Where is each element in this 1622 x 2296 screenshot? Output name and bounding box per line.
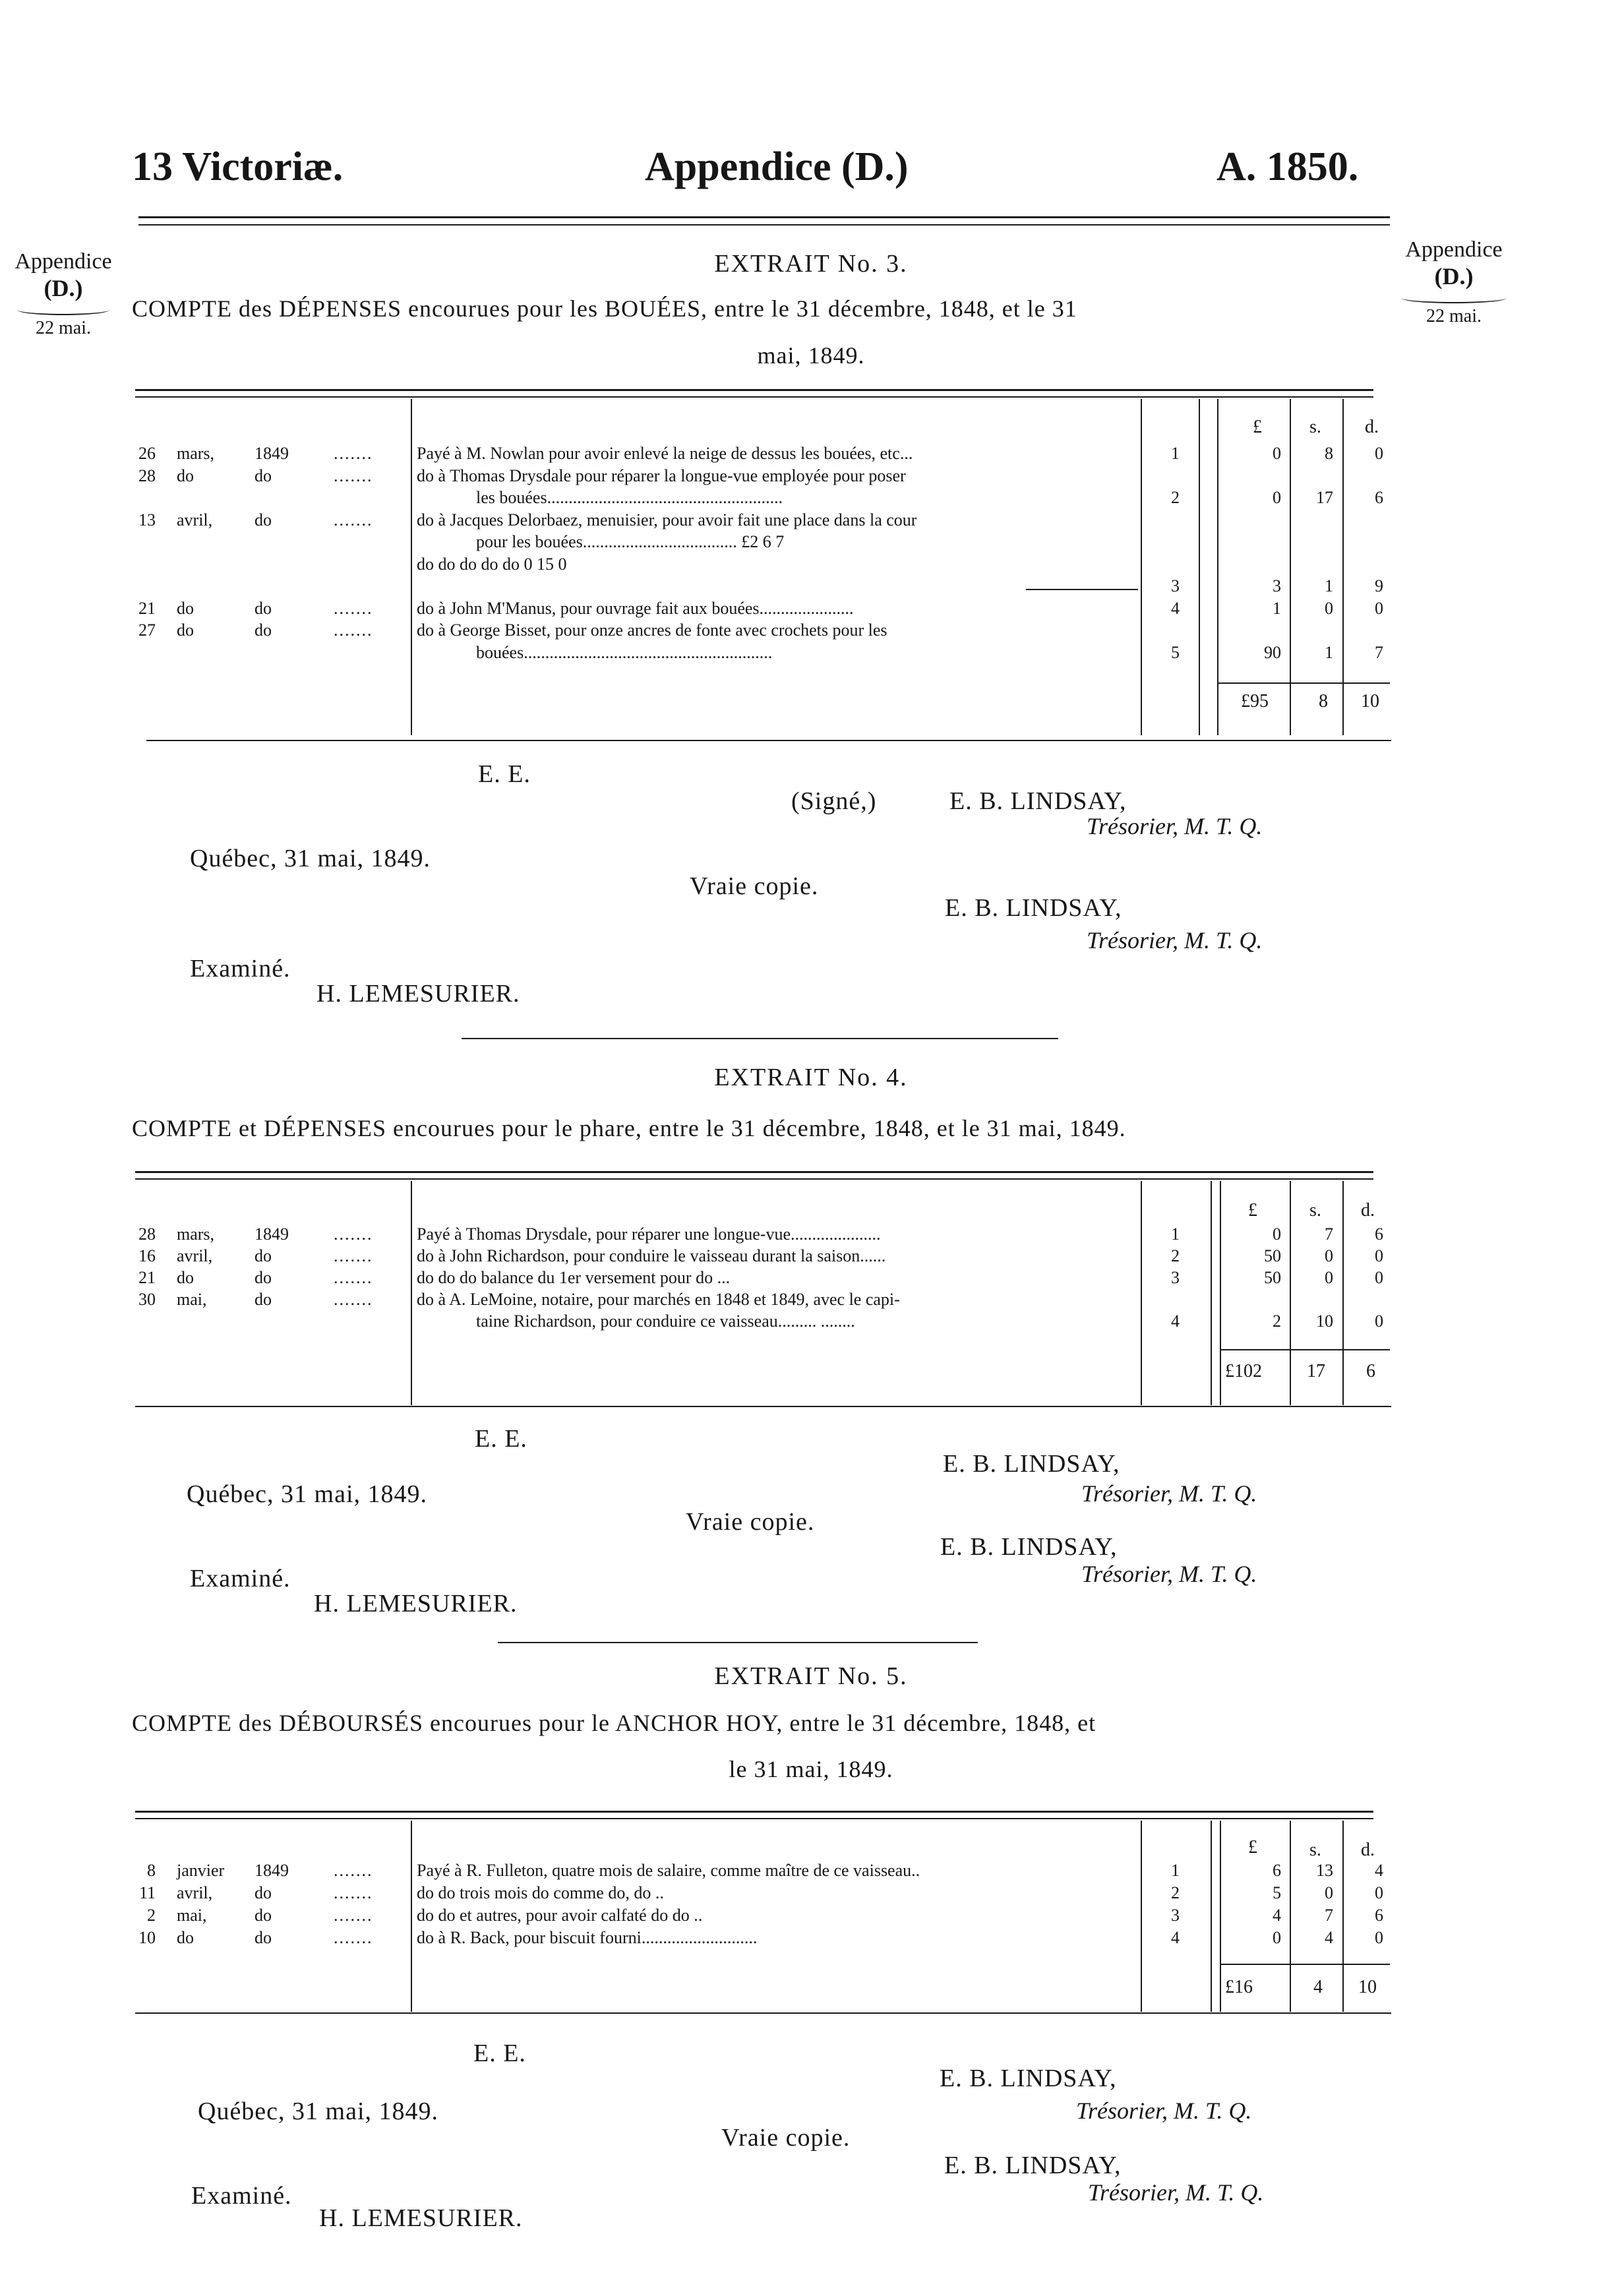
entry-pounds: 90 xyxy=(1264,642,1281,662)
extrait5-table-rule-top xyxy=(135,1811,1373,1813)
header-rule-bottom xyxy=(138,224,1390,226)
extrait3-total-rule xyxy=(1217,682,1390,684)
margin-note-word: Appendice xyxy=(1405,237,1503,262)
entry-month: avril, xyxy=(177,1883,213,1902)
margin-note-letter: (D.) xyxy=(44,275,83,301)
entry-description: do à George Bisset, pour onze ancres de fonte avec crochets pour les xyxy=(417,620,887,640)
entry-pence: 0 xyxy=(1375,1268,1383,1287)
entry-pence: 6 xyxy=(1375,488,1383,507)
extrait4-signer2-title: Trésorier, M. T. Q. xyxy=(1081,1561,1257,1587)
entry-year: do xyxy=(255,1290,272,1309)
extrait3-signer1-title: Trésorier, M. T. Q. xyxy=(1087,813,1263,839)
extrait3-table-rule-top2 xyxy=(135,396,1373,398)
entry-description: do do do do do 0 15 0 xyxy=(417,554,567,574)
table-row xyxy=(129,1312,1387,1334)
extrait5-ee: E. E. xyxy=(473,2039,526,2067)
entry-month: janvier xyxy=(177,1861,225,1880)
entry-month: mai, xyxy=(177,1906,207,1925)
extrait4-total-rule xyxy=(1220,1349,1390,1350)
entry-month: avril, xyxy=(177,1246,213,1265)
leader-dots: ....... xyxy=(334,444,373,463)
extrait5-total-pence: 10 xyxy=(1358,1977,1377,1997)
extrait5-title: EXTRAIT No. 5. xyxy=(714,1662,908,1690)
table-row xyxy=(129,643,1387,665)
extrait4-ee: E. E. xyxy=(475,1425,527,1453)
entry-description: do do do balance du 1er versement pour do ... xyxy=(417,1268,731,1287)
leader-dots: ....... xyxy=(334,1861,373,1880)
margin-note-letter: (D.) xyxy=(1434,263,1474,289)
extrait5-head-pence: d. xyxy=(1361,1840,1375,1860)
leader-dots: ....... xyxy=(334,466,373,485)
entry-day: 21 xyxy=(138,598,156,618)
entry-day: 27 xyxy=(138,620,156,640)
extrait3-sum-rule xyxy=(1026,589,1138,590)
entry-pounds: 6 xyxy=(1273,1861,1281,1880)
entry-pounds: 0 xyxy=(1273,444,1281,463)
extrait4-head-pence: d. xyxy=(1361,1200,1375,1221)
extrait3-table-rule-top xyxy=(135,389,1373,391)
running-head-center: Appendice (D.) xyxy=(645,144,909,189)
entry-day: 2 xyxy=(147,1906,156,1925)
entry-shillings: 0 xyxy=(1325,1246,1333,1265)
extrait3-examine: Examiné. xyxy=(190,955,291,982)
entry-day: 13 xyxy=(138,510,156,529)
entry-voucher-number: 2 xyxy=(1171,1246,1180,1265)
extrait5-total-pounds: £16 xyxy=(1225,1977,1253,1997)
extrait4-lemesurier: H. LEMESURIER. xyxy=(314,1590,518,1617)
entry-shillings: 1 xyxy=(1325,576,1333,595)
extrait4-examine: Examiné. xyxy=(190,1565,291,1592)
running-head-left: 13 Victoriæ. xyxy=(132,144,344,189)
table-row xyxy=(129,510,1387,533)
extrait4-head-shillings: s. xyxy=(1309,1200,1321,1221)
leader-dots: ....... xyxy=(334,1883,373,1902)
extrait4-table-rule-top xyxy=(135,1171,1373,1173)
entry-month: do xyxy=(177,1928,194,1947)
leader-dots: ....... xyxy=(334,598,373,618)
extrait5-signer1: E. B. LINDSAY, xyxy=(940,2065,1117,2092)
margin-note-date: 22 mai. xyxy=(36,318,91,338)
extrait3-total-pounds: £95 xyxy=(1241,691,1269,711)
table-row xyxy=(129,555,1387,577)
extrait4-signer1-title: Trésorier, M. T. Q. xyxy=(1081,1480,1257,1507)
leader-dots: ....... xyxy=(334,1928,373,1947)
extrait3-head-pounds: £ xyxy=(1253,417,1262,437)
entry-day: 26 xyxy=(138,444,156,463)
extrait5-quebec: Québec, 31 mai, 1849. xyxy=(198,2098,439,2125)
extrait3-total-shillings: 8 xyxy=(1319,691,1328,711)
margin-note-brace xyxy=(1401,293,1507,303)
extrait5-signer2-title: Trésorier, M. T. Q. xyxy=(1088,2179,1264,2206)
extrait3-signe: (Signé,) xyxy=(791,787,877,815)
extrait5-signer1-title: Trésorier, M. T. Q. xyxy=(1076,2098,1252,2124)
extrait4-vraie-copie: Vraie copie. xyxy=(686,1508,815,1536)
extrait3-lemesurier: H. LEMESURIER. xyxy=(316,980,520,1008)
extrait5-lemesurier: H. LEMESURIER. xyxy=(319,2204,523,2232)
entry-pounds: 0 xyxy=(1273,1224,1281,1244)
entry-shillings: 13 xyxy=(1316,1861,1333,1880)
entry-pence: 0 xyxy=(1375,1928,1383,1947)
entry-pence: 6 xyxy=(1375,1906,1383,1925)
entry-shillings: 7 xyxy=(1325,1224,1333,1244)
leader-dots: ....... xyxy=(334,1246,373,1265)
extrait5-head-shillings: s. xyxy=(1309,1840,1321,1860)
entry-pence: 0 xyxy=(1375,1883,1383,1902)
extrait3-compte-line1: COMPTE des DÉPENSES encourues pour les BOUÉES, entre le 31 décembre, 1848, et le 31 xyxy=(132,295,1077,322)
entry-voucher-number: 1 xyxy=(1171,444,1180,463)
extrait5-compte-line1: COMPTE des DÉBOURSÉS encourues pour le ANCHOR HOY, entre le 31 décembre, 1848, et xyxy=(132,1710,1096,1736)
extrait3-compte-line2: mai, 1849. xyxy=(757,342,865,369)
entry-month: mai, xyxy=(177,1290,207,1309)
extrait5-table-rule-bottom xyxy=(135,2012,1391,2014)
extrait5-vraie-copie: Vraie copie. xyxy=(721,2124,851,2152)
entry-voucher-number: 1 xyxy=(1171,1861,1180,1880)
entry-pence: 0 xyxy=(1375,598,1383,618)
entry-shillings: 0 xyxy=(1325,1268,1333,1287)
extrait3-signer2: E. B. LINDSAY, xyxy=(945,894,1122,922)
extrait3-head-pence: d. xyxy=(1365,417,1379,437)
entry-shillings: 4 xyxy=(1325,1928,1333,1947)
entry-description: do à Jacques Delorbaez, menuisier, pour avoir fait une place dans la cour xyxy=(417,510,917,529)
entry-description: do à A. LeMoine, notaire, pour marchés en 1848 et 1849, avec le capi- xyxy=(417,1290,900,1309)
entry-year: do xyxy=(255,1246,272,1265)
entry-month: do xyxy=(177,1268,194,1287)
leader-dots: ....... xyxy=(334,1224,373,1244)
entry-day: 10 xyxy=(138,1928,156,1947)
entry-pence: 9 xyxy=(1375,576,1383,595)
leader-dots: ....... xyxy=(334,1906,373,1925)
entry-year: do xyxy=(255,466,272,485)
extrait5-total-rule xyxy=(1220,1964,1390,1965)
entry-shillings: 10 xyxy=(1316,1312,1333,1331)
entry-pounds: 50 xyxy=(1264,1268,1281,1287)
entry-month: do xyxy=(177,598,194,618)
entry-description: pour les bouées.................................... £2 6 7 xyxy=(476,532,785,551)
header-rule-top xyxy=(138,216,1390,218)
entry-voucher-number: 4 xyxy=(1171,1312,1180,1331)
entry-pence: 0 xyxy=(1375,1246,1383,1265)
extrait4-signer2: E. B. LINDSAY, xyxy=(940,1533,1118,1561)
entry-month: do xyxy=(177,620,194,640)
extrait4-signer1: E. B. LINDSAY, xyxy=(943,1450,1120,1478)
entry-day: 21 xyxy=(138,1268,156,1287)
leader-dots: ....... xyxy=(334,1268,373,1287)
extrait5-table-rule-top2 xyxy=(135,1818,1373,1819)
entry-year: do xyxy=(255,1883,272,1902)
entry-year: do xyxy=(255,1906,272,1925)
extrait3-signer1: E. B. LINDSAY, xyxy=(949,787,1127,815)
entry-pounds: 0 xyxy=(1273,488,1281,507)
entry-description: do à Thomas Drysdale pour réparer la longue-vue employée pour poser xyxy=(417,466,906,485)
entry-year: do xyxy=(255,598,272,618)
entry-pence: 0 xyxy=(1375,444,1383,463)
extrait4-total-shillings: 17 xyxy=(1307,1361,1325,1381)
entry-voucher-number: 2 xyxy=(1171,1883,1180,1902)
entry-description: taine Richardson, pour conduire ce vaisseau......... ........ xyxy=(476,1312,855,1331)
entry-day: 30 xyxy=(138,1290,156,1309)
entry-pounds: 1 xyxy=(1273,598,1281,618)
extrait3-head-shillings: s. xyxy=(1309,417,1321,437)
section-separator xyxy=(498,1642,978,1643)
entry-description: Payé à M. Nowlan pour avoir enlevé la neige de dessus les bouées, etc... xyxy=(417,444,913,463)
extrait5-compte-line2: le 31 mai, 1849. xyxy=(729,1756,893,1782)
entry-pounds: 4 xyxy=(1273,1906,1281,1925)
entry-pounds: 3 xyxy=(1273,576,1281,595)
table-row xyxy=(129,444,1387,466)
entry-year: 1849 xyxy=(255,444,289,463)
leader-dots: ....... xyxy=(334,620,373,640)
entry-voucher-number: 4 xyxy=(1171,1928,1180,1947)
entry-pounds: 0 xyxy=(1273,1928,1281,1947)
extrait4-head-pounds: £ xyxy=(1248,1200,1257,1221)
extrait4-title: EXTRAIT No. 4. xyxy=(714,1064,908,1091)
entry-shillings: 7 xyxy=(1325,1906,1333,1925)
margin-note-date: 22 mai. xyxy=(1426,306,1482,326)
extrait5-signer2: E. B. LINDSAY, xyxy=(944,2152,1122,2179)
extrait4-total-pence: 6 xyxy=(1366,1361,1375,1381)
table-row xyxy=(129,1906,1387,1928)
extrait3-total-pence: 10 xyxy=(1361,691,1379,711)
table-row xyxy=(129,488,1387,510)
entry-description: do do trois mois do comme do, do .. xyxy=(417,1883,664,1902)
extrait4-compte-line1: COMPTE et DÉPENSES encourues pour le phare, entre le 31 décembre, 1848, et le 31 mai, 1849. xyxy=(132,1115,1126,1141)
entry-voucher-number: 4 xyxy=(1171,598,1180,618)
entry-description: Payé à R. Fulleton, quatre mois de salaire, comme maître de ce vaisseau.. xyxy=(417,1861,920,1880)
entry-year: 1849 xyxy=(255,1861,289,1880)
entry-year: do xyxy=(255,1928,272,1947)
entry-description: do do et autres, pour avoir calfaté do do .. xyxy=(417,1906,703,1925)
table-row xyxy=(129,1224,1387,1247)
entry-voucher-number: 3 xyxy=(1171,576,1180,595)
entry-description: les bouées....................................................... xyxy=(476,488,783,507)
entry-voucher-number: 1 xyxy=(1171,1224,1180,1244)
entry-month: mars, xyxy=(177,1224,215,1244)
table-row xyxy=(129,1883,1387,1906)
table-row xyxy=(129,466,1387,489)
entry-year: 1849 xyxy=(255,1224,289,1244)
extrait4-table-rule-bottom xyxy=(135,1406,1391,1407)
extrait3-signer2-title: Trésorier, M. T. Q. xyxy=(1087,927,1263,953)
entry-month: mars, xyxy=(177,444,215,463)
entry-pounds: 2 xyxy=(1273,1312,1281,1331)
table-row xyxy=(129,1246,1387,1269)
entry-description: do à John Richardson, pour conduire le vaisseau durant la saison...... xyxy=(417,1246,886,1265)
table-row xyxy=(129,1290,1387,1312)
extrait4-total-pounds: £102 xyxy=(1225,1361,1262,1381)
table-row xyxy=(129,1861,1387,1883)
entry-year: do xyxy=(255,510,272,529)
entry-shillings: 17 xyxy=(1316,488,1333,507)
extrait5-examine: Examiné. xyxy=(191,2182,292,2210)
entry-voucher-number: 5 xyxy=(1171,642,1180,662)
entry-shillings: 0 xyxy=(1325,598,1333,618)
entry-description: Payé à Thomas Drysdale, pour réparer une longue-vue..................... xyxy=(417,1224,881,1244)
entry-month: do xyxy=(177,466,194,485)
margin-note-word: Appendice xyxy=(15,249,112,274)
table-row xyxy=(129,532,1387,555)
entry-pence: 6 xyxy=(1375,1224,1383,1244)
entry-day: 28 xyxy=(138,466,156,485)
entry-description: do à John M'Manus, pour ouvrage fait aux bouées...................... xyxy=(417,598,854,618)
margin-note-brace xyxy=(17,305,109,315)
entry-pence: 7 xyxy=(1375,642,1383,662)
section-separator xyxy=(462,1038,1058,1039)
extrait5-total-shillings: 4 xyxy=(1313,1977,1323,1997)
extrait3-table-rule-bottom xyxy=(146,740,1391,741)
entry-year: do xyxy=(255,620,272,640)
entry-voucher-number: 2 xyxy=(1171,488,1180,507)
table-row xyxy=(129,599,1387,621)
entry-shillings: 1 xyxy=(1325,642,1333,662)
entry-year: do xyxy=(255,1268,272,1287)
entry-day: 8 xyxy=(147,1861,156,1880)
extrait3-vraie-copie: Vraie copie. xyxy=(690,872,819,900)
extrait3-quebec: Québec, 31 mai, 1849. xyxy=(190,845,431,872)
entry-shillings: 0 xyxy=(1325,1883,1333,1902)
entry-day: 28 xyxy=(138,1224,156,1244)
table-row xyxy=(129,1268,1387,1290)
extrait5-head-pounds: £ xyxy=(1248,1837,1257,1858)
leader-dots: ....... xyxy=(334,510,373,529)
extrait4-quebec: Québec, 31 mai, 1849. xyxy=(187,1480,428,1508)
entry-shillings: 8 xyxy=(1325,444,1333,463)
entry-pence: 0 xyxy=(1375,1312,1383,1331)
entry-description: bouées.......................................................... xyxy=(476,642,773,662)
entry-voucher-number: 3 xyxy=(1171,1268,1180,1287)
extrait3-title: EXTRAIT No. 3. xyxy=(714,250,908,278)
extrait4-table-rule-top2 xyxy=(135,1178,1373,1180)
table-row xyxy=(129,1928,1387,1950)
leader-dots: ....... xyxy=(334,1290,373,1309)
extrait3-ee: E. E. xyxy=(478,760,531,788)
entry-day: 11 xyxy=(138,1883,156,1902)
running-head-right: A. 1850. xyxy=(1216,144,1359,189)
entry-pence: 4 xyxy=(1375,1861,1383,1880)
entry-month: avril, xyxy=(177,510,213,529)
entry-day: 16 xyxy=(138,1246,156,1265)
entry-voucher-number: 3 xyxy=(1171,1906,1180,1925)
entry-description: do à R. Back, pour biscuit fourni........................... xyxy=(417,1928,758,1947)
entry-pounds: 5 xyxy=(1273,1883,1281,1902)
table-row xyxy=(129,620,1387,643)
entry-pounds: 50 xyxy=(1264,1246,1281,1265)
table-row xyxy=(129,576,1387,599)
